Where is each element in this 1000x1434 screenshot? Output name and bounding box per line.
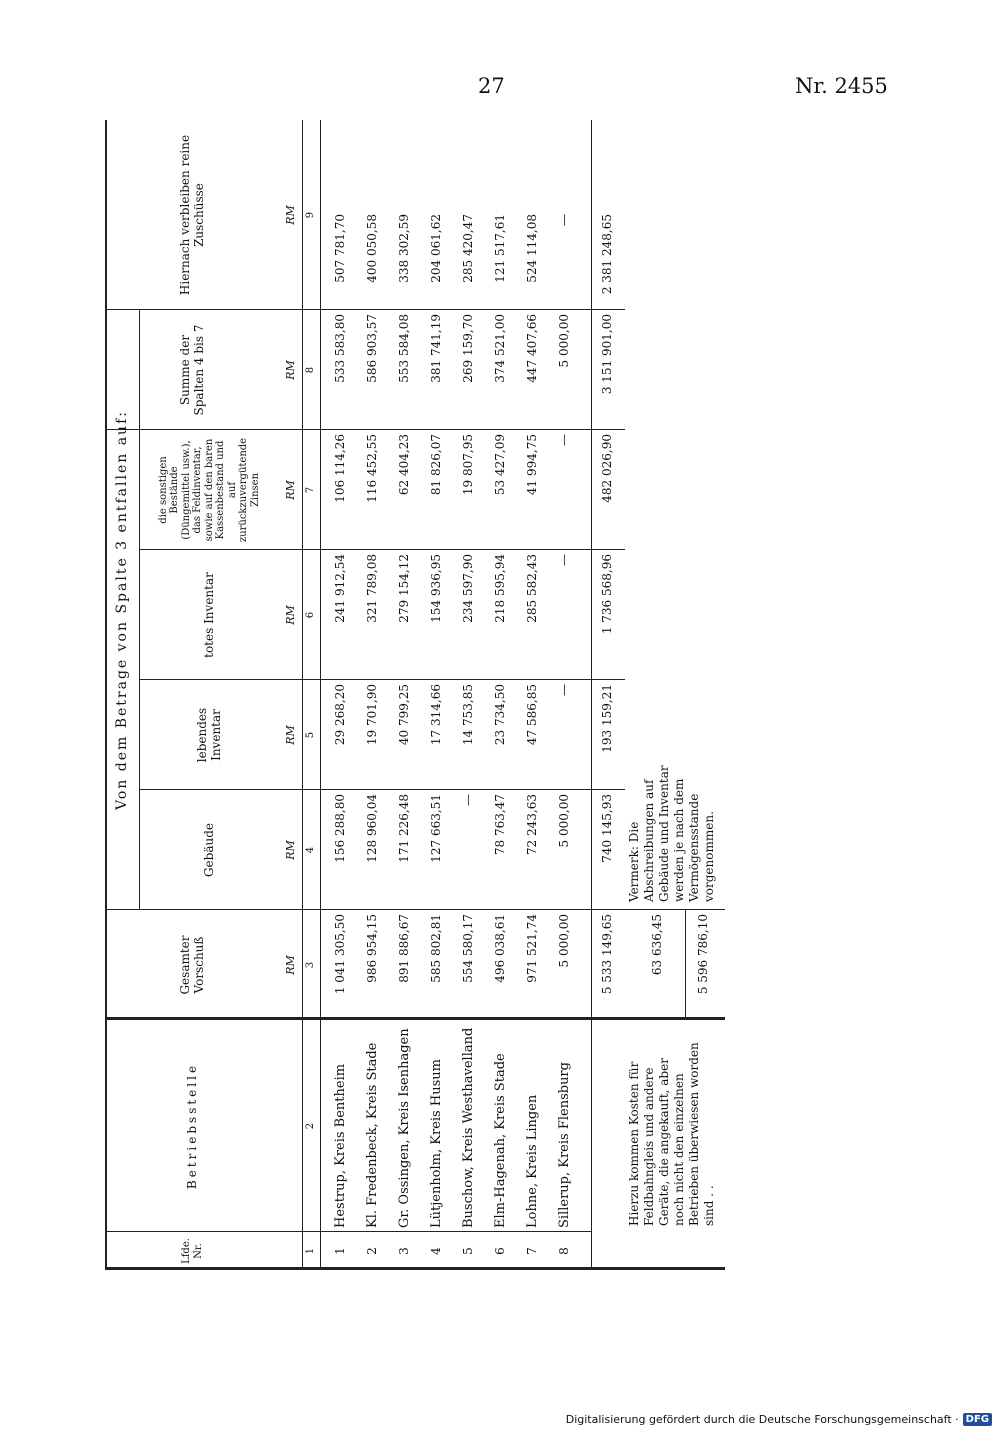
issue-number: Nr. 2455 — [795, 74, 888, 98]
rule-v-8 — [105, 309, 625, 310]
table-cell: 106 114,26 — [333, 434, 348, 503]
total-c9: 2 381 248,65 — [600, 214, 615, 295]
rule-totals — [591, 120, 592, 1270]
table-cell: 72 243,63 — [525, 794, 540, 856]
table-cell: 554 580,17 — [461, 914, 476, 983]
rule-colnums — [320, 120, 321, 1270]
table-cell: 5 000,00 — [557, 914, 572, 968]
total-c3: 5 533 149,65 — [600, 914, 615, 995]
row-number: 5 — [461, 1247, 476, 1255]
row-number: 2 — [365, 1247, 380, 1255]
table-cell: 23 734,50 — [493, 684, 508, 746]
table-cell: 218 595,94 — [493, 554, 508, 623]
table-cell: 204 061,62 — [429, 214, 444, 283]
table-cell: — — [557, 434, 572, 446]
table-cell: 5 000,00 — [557, 314, 572, 368]
table-cell: 78 763,47 — [493, 794, 508, 856]
table-cell: 241 912,54 — [333, 554, 348, 623]
col-label-gebaeude: Gebäude — [201, 822, 216, 878]
unit-c6: RM — [283, 605, 297, 625]
table-cell: 5 000,00 — [557, 794, 572, 848]
table-cell: 507 781,70 — [333, 214, 348, 283]
table-cell: 533 583,80 — [333, 314, 348, 383]
table-cell: 29 268,20 — [333, 684, 348, 746]
rule-top — [105, 120, 107, 1270]
row-number: 6 — [493, 1247, 508, 1255]
rule-v-7 — [105, 429, 625, 430]
table-cell: 553 584,08 — [397, 314, 412, 383]
colnum-1: 1 — [305, 1247, 317, 1255]
unit-c3: RM — [283, 955, 297, 975]
table-cell: 171 226,48 — [397, 794, 412, 863]
table-cell: 971 521,74 — [525, 914, 540, 983]
rule-v-5 — [139, 679, 625, 680]
unit-c9: RM — [283, 205, 297, 225]
table-cell: 374 521,00 — [493, 314, 508, 383]
rule-v-left — [105, 1267, 725, 1270]
row-number: 7 — [525, 1247, 540, 1255]
table-cell: 269 159,70 — [461, 314, 476, 383]
table-cell: 447 407,66 — [525, 314, 540, 383]
total-c6: 1 736 568,96 — [600, 554, 615, 635]
table-cell: 986 954,15 — [365, 914, 380, 983]
table-cell: 81 826,07 — [429, 434, 444, 496]
table-cell: 156 288,80 — [333, 794, 348, 863]
row-name: Elm-Hagenah, Kreis Stade — [492, 1053, 508, 1228]
total-c5: 193 159,21 — [600, 684, 615, 753]
row-name: Lütjenholm, Kreis Husum — [428, 1059, 444, 1228]
table-cell: 116 452,55 — [365, 434, 380, 503]
row-number: 1 — [333, 1247, 348, 1255]
row-name: Sillerup, Kreis Flensburg — [556, 1062, 572, 1228]
row-name: Hestrup, Kreis Bentheim — [332, 1063, 348, 1228]
col-label-sonstige: die sonstigen Bestände (Düngemittel usw.), das Feldinventar, sowie auf den baren Kassenbestand und auf zurückzuvergütende Zinsen — [157, 437, 261, 543]
total-c7: 482 026,90 — [600, 434, 615, 503]
row-name: Lohne, Kreis Lingen — [524, 1094, 540, 1228]
col-label-totes-inventar: totes Inventar — [201, 572, 216, 658]
row-name: Buschow, Kreis Westhavelland — [460, 1027, 476, 1228]
table-cell: 496 038,61 — [493, 914, 508, 983]
unit-c5: RM — [283, 725, 297, 745]
table-cell: 400 050,58 — [365, 214, 380, 283]
table-cell: 586 903,57 — [365, 314, 380, 383]
unit-c8: RM — [283, 360, 297, 380]
row-name: Gr. Ossingen, Kreis Isenhagen — [396, 1028, 412, 1228]
colnum-7: 7 — [305, 486, 317, 494]
table-cell: 891 886,67 — [397, 914, 412, 983]
unit-c4: RM — [283, 840, 297, 860]
table-cell: 585 802,81 — [429, 914, 444, 983]
row-name: Kl. Fredenbeck, Kreis Stade — [364, 1042, 380, 1228]
footer-text: Digitalisierung gefördert durch die Deutsche Forschungsgemeinschaft · — [565, 1413, 959, 1426]
rule-units — [302, 120, 303, 1270]
table-cell: 53 427,09 — [493, 434, 508, 496]
table-cell: 524 114,08 — [525, 214, 540, 283]
table-cell: 40 799,25 — [397, 684, 412, 746]
footer — [566, 1413, 992, 1426]
row-number: 8 — [557, 1247, 572, 1255]
table-cell: 47 586,85 — [525, 684, 540, 746]
col-label-vorschuss: Gesamter Vorschuß — [177, 935, 206, 995]
table-cell: 234 597,90 — [461, 554, 476, 623]
table-cell: 127 663,51 — [429, 794, 444, 863]
dfg-logo-icon: DFG — [963, 1413, 992, 1426]
additional-costs-text: Hierzu kommen Kosten für Feldbahngleis und andere Geräte, die angekauft, aber noch nicht den einzelnen Betrieben überwiesen worden sind . . — [627, 1042, 716, 1226]
rule-v-2 — [105, 1017, 725, 1020]
colnum-9: 9 — [305, 211, 317, 219]
table-cell: 285 582,43 — [525, 554, 540, 623]
table-cell: 154 936,95 — [429, 554, 444, 623]
data-table — [105, 120, 885, 1270]
rule-group — [139, 310, 140, 910]
table-cell: 14 753,85 — [461, 684, 476, 746]
col-label-lebendes-inventar: lebendes Inventar — [194, 707, 223, 763]
colnum-8: 8 — [305, 366, 317, 374]
page-number: 27 — [478, 74, 505, 98]
remark: Vermerk: Die Abschreibungen auf Gebäude und Inventar werden je nach dem Vermögensstande vorgenommen. — [627, 765, 716, 902]
table-cell: 338 302,59 — [397, 214, 412, 283]
total-c4: 740 145,93 — [600, 794, 615, 863]
grand-total: 5 596 786,10 — [696, 914, 711, 995]
colnum-4: 4 — [305, 846, 317, 854]
rule-grand — [685, 910, 686, 1020]
table-cell: 381 741,19 — [429, 314, 444, 383]
additional-costs-value: 63 636,45 — [650, 914, 665, 976]
col-label-summe: Summe der Spalten 4 bis 7 — [177, 324, 206, 416]
table-cell: — — [461, 794, 476, 806]
col-label-betriebsstelle: Betriebsstelle — [184, 1062, 199, 1190]
row-number: 3 — [397, 1247, 412, 1255]
rule-v-1 — [105, 1231, 591, 1232]
colnum-3: 3 — [305, 961, 317, 969]
col-label-nr: Lfde. Nr. — [181, 1238, 204, 1264]
group-header: Von dem Betrage von Spalte 3 entfallen auf: — [113, 410, 130, 810]
table-cell: 279 154,12 — [397, 554, 412, 623]
table-cell: 1 041 305,50 — [333, 914, 348, 995]
table-cell: 128 960,04 — [365, 794, 380, 863]
table-cell: 62 404,23 — [397, 434, 412, 496]
unit-c7: RM — [283, 480, 297, 500]
total-c8: 3 151 901,00 — [600, 314, 615, 395]
table-cell: 121 517,61 — [493, 214, 508, 283]
table-cell: 17 314,66 — [429, 684, 444, 746]
colnum-5: 5 — [305, 731, 317, 739]
table-cell: 321 789,08 — [365, 554, 380, 623]
table-cell: — — [557, 684, 572, 696]
table-cell: 19 701,90 — [365, 684, 380, 746]
table-cell: 19 807,95 — [461, 434, 476, 496]
rule-v-4 — [139, 789, 625, 790]
rule-v-3 — [105, 909, 725, 910]
colnum-2: 2 — [305, 1122, 317, 1130]
table-cell: 41 994,75 — [525, 434, 540, 496]
table-cell: 285 420,47 — [461, 214, 476, 283]
colnum-6: 6 — [305, 611, 317, 619]
table-cell: — — [557, 214, 572, 226]
table-cell: — — [557, 554, 572, 566]
col-label-zuschuesse: Hiernach verbleiben reine Zuschüsse — [177, 134, 206, 296]
rule-v-6 — [139, 549, 625, 550]
row-number: 4 — [429, 1247, 444, 1255]
